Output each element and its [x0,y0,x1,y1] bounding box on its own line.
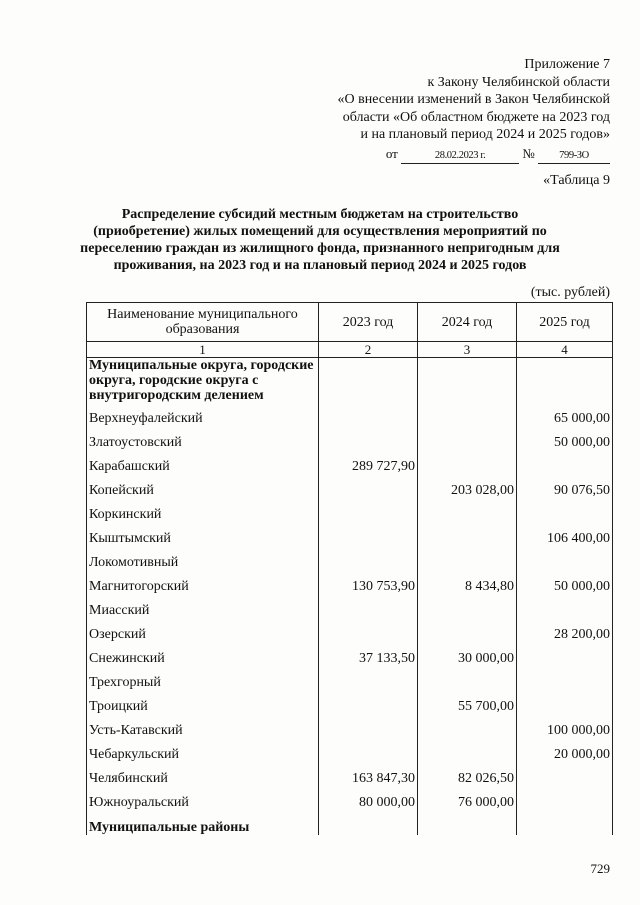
number-label: № [522,145,535,161]
municipality-name: Снежинский [87,643,319,667]
value-2023 [319,403,418,427]
value-2024: 55 700,00 [418,691,517,715]
value-2024 [418,451,517,475]
value-2025: 90 076,50 [517,475,613,499]
value-2023: 37 133,50 [319,643,418,667]
municipality-name: Карабашский [87,451,319,475]
value-2025: 50 000,00 [517,427,613,451]
table-row [87,667,613,691]
col-header-2024: 2024 год [418,303,517,342]
table-row [87,523,613,547]
value-2024: 30 000,00 [418,643,517,667]
value-2023 [319,691,418,715]
table-row [87,475,613,499]
municipality-name: Верхнеуфалейский [87,403,319,427]
empty-cell [418,358,517,404]
header-line-1: Приложение 7 [524,57,610,72]
municipality-name: Троицкий [87,691,319,715]
header-line-4: области «Об областном бюджете на 2023 год [342,109,610,125]
empty-cell [517,358,613,404]
value-2024 [418,523,517,547]
value-2024 [418,547,517,571]
page-number: 729 [590,861,610,876]
value-2025: 100 000,00 [517,715,613,739]
value-2023 [319,715,418,739]
value-2025 [517,691,613,715]
col-number: 3 [418,342,517,358]
col-number: 1 [87,342,319,358]
empty-cell [517,811,613,835]
col-number: 4 [517,342,613,358]
municipality-name: Магнитогорский [87,571,319,595]
value-2024 [418,619,517,643]
law-date: 28.02.2023 г. [401,149,519,164]
value-2024: 82 026,50 [418,763,517,787]
value-2024 [418,715,517,739]
municipality-name: Копейский [87,475,319,499]
municipality-name: Челябинский [87,763,319,787]
municipality-name: Южноуральский [87,787,319,811]
empty-cell [418,811,517,835]
group-heading-row [87,358,613,404]
municipality-name: Озерский [87,619,319,643]
table-row [87,763,613,787]
value-2025: 65 000,00 [517,403,613,427]
value-2024: 203 028,00 [418,475,517,499]
value-2025: 20 000,00 [517,739,613,763]
value-2024 [418,403,517,427]
col-header-name: Наименование муниципального образования [87,303,319,342]
column-number-row [87,342,613,358]
table-row [87,427,613,451]
value-2023: 163 847,30 [319,763,418,787]
from-label: от [385,145,398,161]
table-row [87,619,613,643]
group-heading: Муниципальные округа, городские округа, городские округа с внутригородским делением [87,358,319,404]
municipality-name: Локомотивный [87,547,319,571]
value-2025 [517,499,613,523]
table-row [87,595,613,619]
value-2025: 106 400,00 [517,523,613,547]
value-2023 [319,427,418,451]
value-2025 [517,763,613,787]
value-2023 [319,547,418,571]
value-2023 [319,739,418,763]
value-2025: 50 000,00 [517,571,613,595]
municipality-name: Трехгорный [87,667,319,691]
header-line-5: и на плановый период 2024 и 2025 годов» [360,127,610,142]
table-row [87,715,613,739]
header-line-2: к Закону Челябинской области [427,74,610,90]
table-row [87,451,613,475]
value-2023: 289 727,90 [319,451,418,475]
municipality-name: Златоустовский [87,427,319,451]
unit-label: (тыс. рублей) [530,285,610,300]
table-row [87,643,613,667]
value-2024: 76 000,00 [418,787,517,811]
table-row [87,739,613,763]
header-line-3: «О внесении изменений в Закон Челябинской [337,92,610,107]
value-2023: 80 000,00 [319,787,418,811]
value-2023: 130 753,90 [319,571,418,595]
value-2025 [517,643,613,667]
table-header-row [87,303,613,342]
value-2025 [517,547,613,571]
value-2023 [319,619,418,643]
municipality-name: Чебаркульский [87,739,319,763]
table-title: Распределение субсидий местным бюджетам на строительство (приобретение) жилых помещений для осуществления мероприятий по переселению граждан из жилищного фонда, признанного непригодным для проживания, на 2023 год и на плановый период 2024 и 2025 годов [80,207,560,273]
value-2025 [517,451,613,475]
municipality-name: Миасский [87,595,319,619]
table-row [87,499,613,523]
empty-cell [319,358,418,404]
municipality-name: Коркинский [87,499,319,523]
value-2024 [418,427,517,451]
table-row [87,403,613,427]
value-2023 [319,499,418,523]
table-label: «Таблица 9 [543,173,610,188]
empty-cell [319,811,418,835]
col-number: 2 [319,342,418,358]
law-number: 799-ЗО [538,149,610,164]
value-2023 [319,667,418,691]
value-2024 [418,739,517,763]
value-2023 [319,523,418,547]
value-2024 [418,595,517,619]
value-2025 [517,787,613,811]
subsidy-table [86,302,613,835]
value-2024 [418,667,517,691]
table-row [87,547,613,571]
col-header-2023: 2023 год [319,303,418,342]
table-row [87,787,613,811]
value-2024 [418,499,517,523]
value-2025 [517,595,613,619]
municipality-name: Кыштымский [87,523,319,547]
value-2025 [517,667,613,691]
value-2025: 28 200,00 [517,619,613,643]
group-heading: Муниципальные районы [87,811,319,835]
law-date-number-line [338,145,611,164]
table-row [87,691,613,715]
group-heading-row [87,811,613,835]
value-2023 [319,595,418,619]
value-2024: 8 434,80 [418,571,517,595]
table-row [87,571,613,595]
municipality-name: Усть-Катавский [87,715,319,739]
value-2023 [319,475,418,499]
col-header-2025: 2025 год [517,303,613,342]
appendix-header [338,56,611,164]
